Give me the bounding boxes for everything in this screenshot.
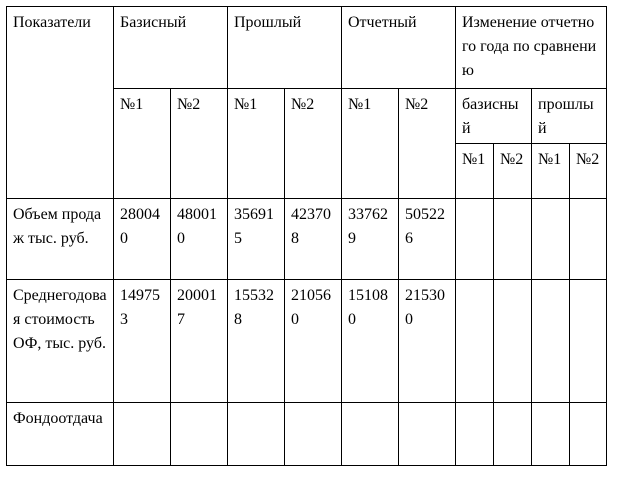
table-cell	[532, 403, 570, 466]
row-label: Фондоотдача	[7, 403, 114, 466]
header-basic-no2: №2	[171, 89, 228, 199]
table-cell: 280040	[114, 199, 171, 280]
table-cell	[532, 280, 570, 403]
table-cell	[570, 199, 607, 280]
table-row	[7, 199, 607, 280]
table-row	[7, 403, 607, 466]
table-cell	[456, 403, 494, 466]
table-cell	[171, 403, 228, 466]
header-previous-no2: №2	[285, 89, 342, 199]
header-reporting-no2: №2	[399, 89, 456, 199]
table-cell	[494, 280, 532, 403]
header-reporting-no1: №1	[342, 89, 399, 199]
header-indicators: Показатели	[7, 7, 114, 199]
table-cell	[456, 280, 494, 403]
table-cell	[228, 403, 285, 466]
table-cell	[570, 403, 607, 466]
table-cell	[532, 199, 570, 280]
table-cell: 423708	[285, 199, 342, 280]
header-change-vs-basic: базисный	[456, 89, 532, 144]
table-cell: 210560	[285, 280, 342, 403]
table-cell	[570, 280, 607, 403]
table-cell	[494, 199, 532, 280]
table-cell: 215300	[399, 280, 456, 403]
row-label: Среднегодовая стоимость ОФ, тыс. руб.	[7, 280, 114, 403]
table-cell: 337629	[342, 199, 399, 280]
table-cell: 356915	[228, 199, 285, 280]
row-label: Объем продаж тыс. руб.	[7, 199, 114, 280]
table-cell: 151080	[342, 280, 399, 403]
header-change-basic-no1: №1	[456, 144, 494, 199]
table-cell: 200017	[171, 280, 228, 403]
header-previous-no1: №1	[228, 89, 285, 199]
header-change-previous-no1: №1	[532, 144, 570, 199]
table-cell: 505226	[399, 199, 456, 280]
header-change-previous-no2: №2	[570, 144, 607, 199]
indicators-table	[6, 6, 607, 466]
header-reporting-year: Отчетный	[342, 7, 456, 89]
table-cell	[285, 403, 342, 466]
header-basic-year: Базисный	[114, 7, 228, 89]
header-change-basic-no2: №2	[494, 144, 532, 199]
table-cell	[399, 403, 456, 466]
table-row	[7, 280, 607, 403]
table-cell	[494, 403, 532, 466]
table-cell	[456, 199, 494, 280]
header-basic-no1: №1	[114, 89, 171, 199]
header-previous-year: Прошлый	[228, 7, 342, 89]
table-cell: 480010	[171, 199, 228, 280]
table-cell	[342, 403, 399, 466]
table-cell	[114, 403, 171, 466]
table-cell: 149753	[114, 280, 171, 403]
table-cell: 155328	[228, 280, 285, 403]
header-change: Изменение отчетного года по сравнению	[456, 7, 607, 89]
header-change-vs-previous: прошлый	[532, 89, 607, 144]
